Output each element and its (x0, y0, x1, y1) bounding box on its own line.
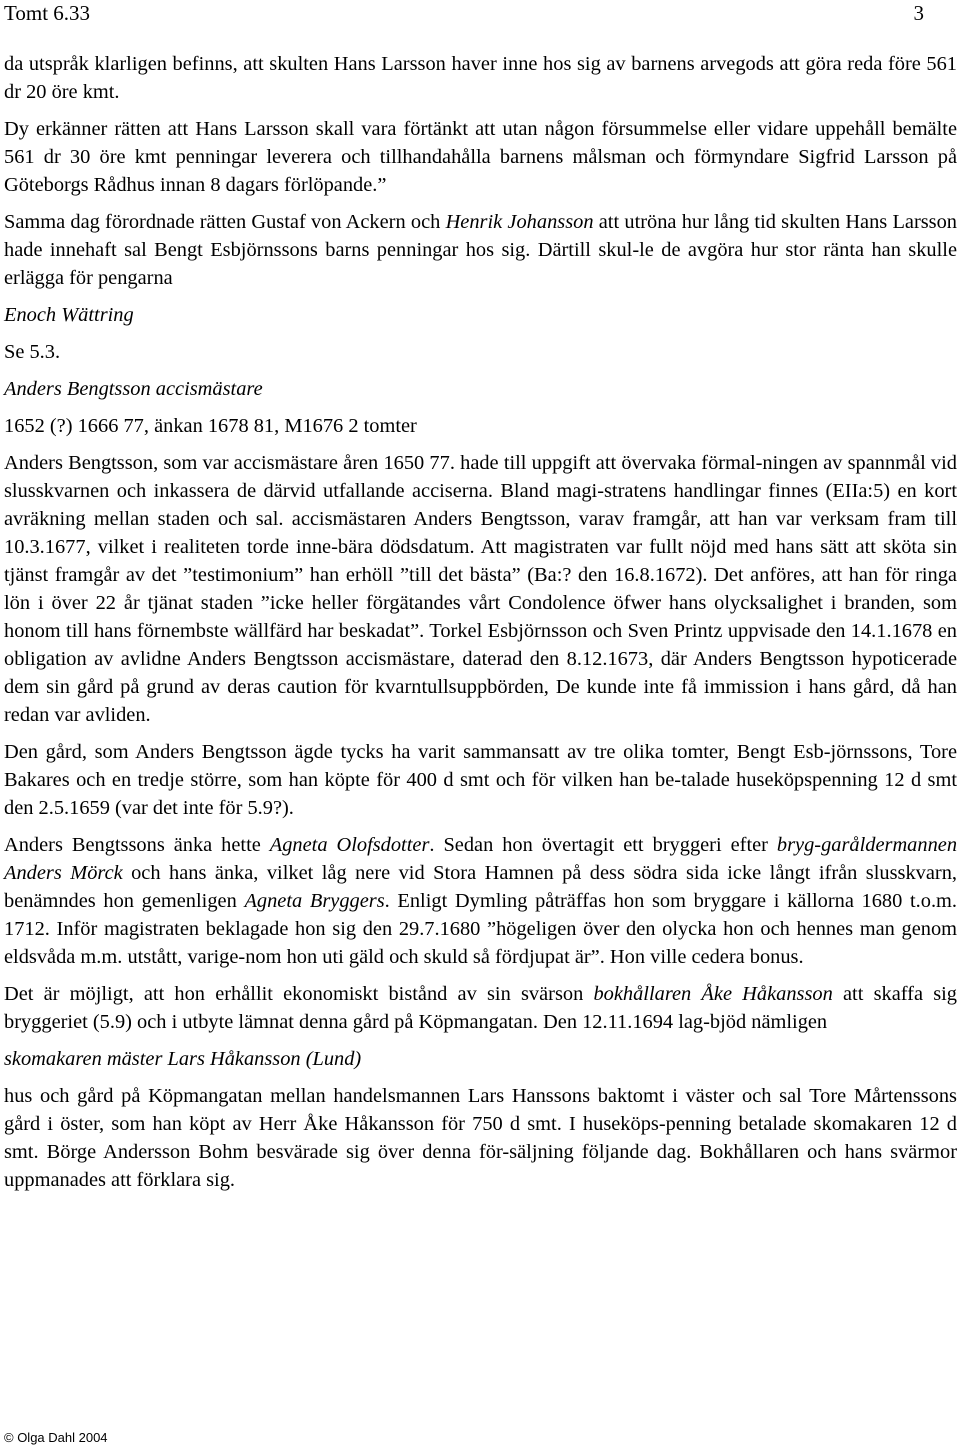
text-run: hus och gård på Köpmangatan mellan handelsmannen Lars Hanssons baktomt i väster och sal Tore Mårtenssons gård i öster, som han köpt av Herr Åke Håkansson för 750 d smt. I huseköps-penning betalade skomakaren 12 d smt. Börge Andersson Bohm besvärade sig över denna för-säljning följande dag. Bokhållaren och hans svärmor uppmanades att förklara sig. (4, 1085, 957, 1191)
text-run: da utspråk klarligen befinns, att skulten Hans Larsson haver inne hos sig av barnens arvegods att göra reda före 561 dr 20 öre kmt. (4, 53, 957, 103)
paragraph (4, 50, 957, 106)
italic-text: Agneta Olofsdotter (269, 834, 430, 856)
paragraph (4, 208, 957, 292)
paragraph (4, 831, 957, 971)
text-run: 1652 (?) 1666 77, änkan 1678 81, M1676 2 tomter (4, 415, 417, 437)
paragraph (4, 1045, 957, 1073)
italic-text: Agneta Bryggers (244, 890, 385, 912)
italic-text: bryg-garåldermannen Anders Mörck (4, 834, 958, 884)
italic-text: bokhållaren Åke Håkansson (593, 983, 833, 1005)
text-run: . Sedan hon övertagit ett bryggeri efter (429, 834, 777, 856)
page-footer (4, 1430, 108, 1446)
paragraph (4, 1082, 957, 1194)
paragraph (4, 375, 957, 403)
text-run: Anders Bengtssons änka hette (4, 834, 270, 856)
text-run: Se 5.3. (4, 341, 61, 363)
copyright-notice: © Olga Dahl 2004 (4, 1430, 108, 1445)
paragraph (4, 338, 957, 366)
text-run: Den gård, som Anders Bengtsson ägde tycks ha varit sammansatt av tre olika tomter, Bengt Esb-jörnssons, Tore Bakares och en tredje större, som han köpte för 400 d smt och för vilken han be-talade huseköpspenning 12 d smt den 2.5.1659 (var det inte för 5.9?). (4, 741, 957, 819)
italic-text: Henrik Johansson (445, 211, 594, 233)
italic-text: Anders Bengtsson accismästare (4, 378, 263, 400)
paragraph (4, 738, 957, 822)
document-title: Tomt 6.33 (4, 1, 91, 25)
text-run: Det är möjligt, att hon erhållit ekonomiskt bistånd av sin svärson (4, 983, 594, 1005)
page-number: 3 (913, 1, 924, 25)
italic-text: skomakaren mäster Lars Håkansson (Lund) (4, 1048, 362, 1070)
paragraph (4, 412, 957, 440)
paragraph (4, 115, 957, 199)
paragraph (4, 449, 957, 729)
text-run: att utröna hur lång tid skulten Hans Larsson hade innehaft sal Bengt Esbjörnssons barns penningar hos sig. Därtill skul-le de avgöra hur stor ränta han skulle erlägga för pengarna (4, 211, 958, 289)
italic-text: Enoch Wättring (4, 304, 134, 326)
text-run: Anders Bengtsson, som var accismästare åren 1650 77. hade till uppgift att övervaka förmal-ningen av spannmål vid slusskvarnen och inkassera de därvid utfallande acciserna. Bland magi-stratens handlingar finnes (EIIa:5) en kort avräkning mellan staden och sal. accismästaren Anders Bengtsson, varav framgår, att han var verksam fram till 10.3.1677, vilket i realiteten torde inne-bära dödsdatum. Att magistraten var fullt nöjd med hans sätt att sköta sin tjänst framgår av det ”testimonium” han erhöll ”till det bästa” (Ba:? den 16.8.1672). Det anföres, att han för ringa lön i över 22 år tjänat staden ”icke heller förgätandes vårt Condolence öfwer hans olycksalighet i branden, som honom till hans förnembste wällfärd har beskadat”. Torkel Esbjörnsson och Sven Printz uppvisade den 14.1.1678 en obligation av avlidne Anders Bengtsson accismästare, daterad den 8.12.1673, där Anders Bengtsson hypoticerade dem sin gård på grund av deras caution för kvarntullsuppbörden, De kunde inte få immission i hans gård, då han redan var avliden. (4, 452, 957, 726)
text-run: att skaffa sig bryggeriet (5.9) och i utbyte lämnat denna gård på Köpmangatan. Den 12.11.1694 lag-bjöd nämligen (4, 983, 957, 1033)
page-header (4, 0, 924, 26)
paragraph (4, 980, 957, 1036)
text-run: Samma dag förordnade rätten Gustaf von Ackern och (4, 211, 446, 233)
text-run: och hans änka, vilket låg nere vid Stora Hamnen på dess södra sida icke långt ifrån slusskvarn, benämndes hon gemenligen (4, 862, 957, 912)
text-run: . Enligt Dymling påträffas hon som bryggare i källorna 1680 t.o.m. 1712. Inför magistraten beklagade hon sig den 29.7.1680 ”högeligen över den olycka hon och hennes man genom eldsvåda m.m. utstått, varige-nom hon uti gäld och skuld så fördjupat är”. Hon ville cedera bonus. (4, 890, 958, 968)
document-body (4, 50, 957, 1203)
text-run: Dy erkänner rätten att Hans Larsson skall vara förtänkt att utan någon försummelse eller vidare uppehåll bemälte 561 dr 30 öre kmt penningar leverera och tillhandahålla barnens målsman och förmyndare Sigfrid Larsson på Göteborgs Rådhus innan 8 dagars förlöpande.” (4, 118, 957, 196)
paragraph (4, 301, 957, 329)
